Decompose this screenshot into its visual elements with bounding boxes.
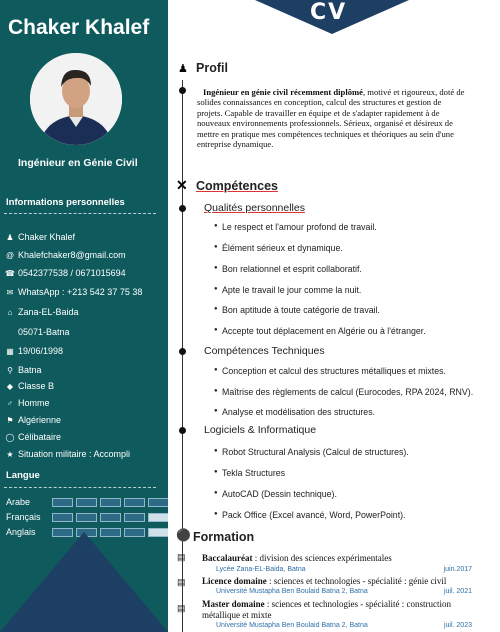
whatsapp-icon: ✉ [6,287,14,297]
gender-icon: ♂ [7,398,13,408]
info-marital-status: ◯ Célibataire [5,432,62,442]
language-level-segment [148,498,168,507]
timeline-line [182,80,183,632]
list-item: ● Conception et calcul des structures métalliques et mixtes. [222,366,446,376]
info-gender: ♂ Homme [4,398,50,408]
education-school: Université Mustapha Ben Boulaid Batna 2, Batna [216,588,368,595]
technical-skills-heading: Compétences Techniques [204,345,325,357]
software-heading: Logiciels & Informatique [204,424,317,436]
education-title: Licence domaine : sciences et technologies - spécialité : génie civil [202,576,447,586]
language-level-segment [52,513,73,522]
calendar-icon: ▦ [6,346,14,356]
ring-icon: ◯ [5,432,15,442]
flag-icon: ⚑ [6,415,14,425]
candidate-name: Chaker Khalef [8,16,150,39]
language-level-segment [100,513,121,522]
info-whatsapp[interactable]: ✉ WhatsApp : +213 542 37 75 38 [4,287,142,297]
info-phone[interactable]: ☎ 0542377538 / 0671015694 [5,268,126,278]
education-date: juil. 2021 [443,588,472,595]
personal-qualities-heading: Qualités personnelles [204,202,305,214]
user-icon: ♟ [178,63,188,75]
language-level-segment [76,513,97,522]
language-level-segment [100,498,121,507]
sidebar [0,0,168,632]
education-date: juin.2017 [443,566,472,573]
info-military: ★ Situation militaire : Accompli [4,449,130,459]
info-address: ⌂ Zana-EL-Baida [4,307,79,317]
sidebar-decor-triangle [0,532,168,632]
skills-heading: Compétences [196,179,278,193]
education-school: Lycée Zana-EL-Baida, Batna [216,566,306,573]
list-item: ● Le respect et l'amour profond de travail. [222,222,377,232]
list-item: ● Apte le travail le jour comme la nuit. [222,285,361,295]
education-title: Master domaine : sciences et technologies - spécialité : construction métallique et mixte [202,599,452,620]
tools-icon: ✕ [176,177,188,193]
language-level-segment [124,498,145,507]
personal-info-heading: Informations personnelles [6,197,125,208]
info-birthdate: ▦ 19/06/1998 [4,346,63,356]
language-name: Français [6,512,41,522]
list-item: ● Maîtrise des règlements de calcul (Eurocodes, RPA 2024, RNV). [222,387,473,397]
graduation-cap-icon: ⚫ [176,528,191,542]
list-item: ● Tekla Structures [222,468,285,478]
info-email[interactable]: @ Khalefchaker8@gmail.com [5,250,126,260]
language-row [6,512,168,522]
phone-icon: ☎ [5,268,15,278]
military-icon: ★ [6,449,14,459]
list-item: ● AutoCAD (Dessin technique). [222,489,337,499]
list-item: ● Pack Office (Excel avancé, Word, PowerPoint). [222,510,406,520]
school-icon: ▤ [177,552,186,562]
cv-label: CV [310,0,348,25]
timeline-dot [179,205,186,212]
info-postal: 05071-Batna [18,327,70,337]
education-date: juil. 2023 [443,622,472,629]
education-title: Baccalauréat : division des sciences expérimentales [202,553,392,563]
info-city: ⚲ Batna [4,365,42,375]
list-item: ● Analyse et modélisation des structures. [222,407,375,417]
info-nationality: ⚑ Algérienne [4,415,61,425]
language-name: Anglais [6,527,36,537]
education-heading: Formation [193,530,255,544]
list-item: ● Robot Structural Analysis (Calcul de structures). [222,447,409,457]
language-name: Arabe [6,497,31,507]
car-icon: ◆ [6,381,14,391]
timeline-dot [179,87,186,94]
education-school: Université Mustapha Ben Boulaid Batna 2, Batna [216,622,368,629]
info-name: ♟ Chaker Khalef [4,232,75,242]
language-level [52,513,168,522]
book-icon: ▤ [177,603,186,613]
list-item: ● Bon relationnel et esprit collaboratif. [222,264,362,274]
list-item: ● Bon aptitude à toute catégorie de travail. [222,305,380,315]
list-item: ● Élément sérieux et dynamique. [222,243,343,253]
home-icon: ⌂ [7,307,13,317]
language-level-segment [148,513,168,522]
divider [4,213,156,214]
language-row [6,497,168,507]
person-icon: ♟ [6,232,14,242]
job-title: Ingénieur en Génie Civil [18,157,138,169]
language-level-segment [124,513,145,522]
profile-heading: Profil [196,61,228,75]
avatar [30,53,122,145]
language-level-segment [76,498,97,507]
at-icon: @ [5,250,15,260]
list-item: ● Accepte tout déplacement en Algérie ou à l'étranger. [222,326,426,336]
timeline-dot [179,427,186,434]
book-icon: ▤ [177,577,186,587]
info-license: ◆ Classe B [4,381,54,391]
divider [4,487,156,488]
timeline-dot [179,348,186,355]
profile-text: Ingénieur en génie civil récemment diplômé, motivé et rigoureux, doté de solides connaissances en conception, calcul des structures et gestion de projets. Capable de travailler en équipe et de s'adapter rapidement à de nouveaux environnements professionnels. Sérieux, organisé et désireux de mettre en pratique mes compétences techniques et théoriques au sein d'une entreprise dynamique. [197,87,465,150]
location-icon: ⚲ [7,365,13,375]
language-level-segment [52,498,73,507]
languages-heading: Langue [6,470,40,481]
language-level [52,498,168,507]
